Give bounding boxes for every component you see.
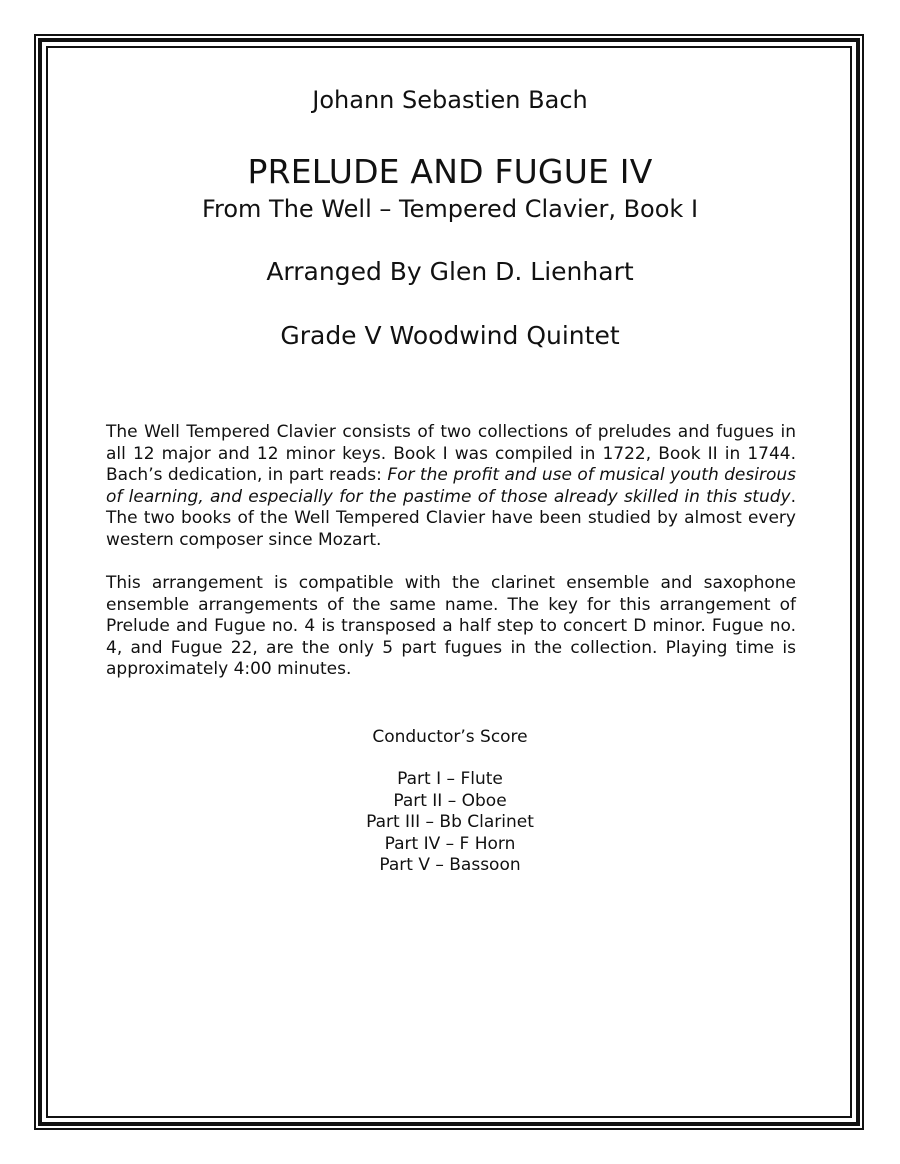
description-text-b: . The two books of the Well Tempered Clavier have been studied by almost every western composer since Mozart. bbox=[106, 486, 796, 550]
arranger-credit: Arranged By Glen D. Lienhart bbox=[266, 257, 634, 286]
part-item-oboe: Part II – Oboe bbox=[393, 790, 507, 811]
conductor-score-heading: Conductor’s Score bbox=[372, 727, 528, 747]
description-text-a: The Well Tempered Clavier consists of two collections of preludes and fugues in all 12 major and 12 minor keys. Book I was compiled in 1722, Book II in 1744. Bach’s dedication, in part reads: bbox=[106, 422, 796, 485]
piece-title: PRELUDE AND FUGUE IV bbox=[247, 152, 653, 191]
part-item-bassoon: Part V – Bassoon bbox=[379, 855, 521, 875]
piece-subtitle: From The Well – Tempered Clavier, Book I bbox=[201, 195, 699, 223]
parts-list bbox=[0, 769, 900, 877]
part-item-flute: Part I – Flute bbox=[397, 769, 503, 789]
composer-name: Johann Sebastien Bach bbox=[312, 86, 588, 114]
part-item-horn: Part IV – F Horn bbox=[384, 833, 516, 854]
dedication-quote: For the profit and use of musical youth desirous of learning, and especially for the pastime of those already skilled in this study bbox=[106, 465, 796, 507]
part-item-clarinet: Part III – Bb Clarinet bbox=[366, 812, 534, 832]
description-paragraph-2: This arrangement is compatible with the clarinet ensemble and saxophone ensemble arrangements of the same name. The key for this arrangement of Prelude and Fugue no. 4 is transposed a half step to concert D minor. Fugue no. 4, and Fugue 22, are the only 5 part fugues in the collection. Playing time is approximately 4:00 minutes. bbox=[106, 573, 796, 679]
grade-level: Grade V Woodwind Quintet bbox=[280, 321, 620, 350]
description-paragraph-1 bbox=[106, 422, 796, 551]
